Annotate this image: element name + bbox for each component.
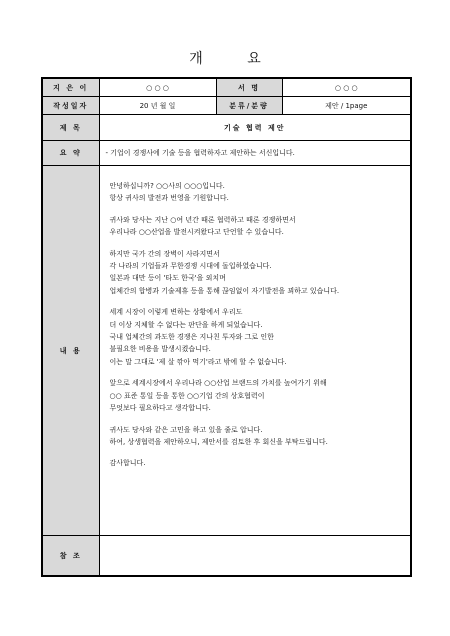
content-line: 업체간의 합병과 기술제휴 등을 통해 끊임없이 자기발전을 꾀하고 있습니다. — [109, 286, 340, 295]
content-line: 감사합니다. — [109, 459, 146, 468]
content-line: 하여, 상생협력을 제안하오니, 제안서를 검토한 후 회신을 부탁드립니다. — [109, 437, 328, 446]
content-line: 앞으로 세계시장에서 우리나라 ○○산업 브랜드의 가치를 높여가기 위해 — [109, 379, 327, 388]
content-label: 내 용 — [42, 166, 99, 536]
author-label: 지 은 이 — [42, 78, 99, 97]
content-line: 무엇보다 필요하다고 생각합니다. — [109, 404, 211, 413]
content-line: 불필요한 비용을 발생시켰습니다. — [109, 345, 211, 354]
content-line: ○○ 표준 통일 등을 통한 ○○기업 간의 상호협력이 — [109, 391, 265, 400]
content-paragraph — [110, 248, 401, 298]
content-line: 국내 업체간의 과도한 경쟁은 지나친 투자와 그로 인한 — [109, 333, 274, 342]
content-paragraph — [110, 424, 401, 449]
content-line: 우리나라 ○○산업을 발전시켜왔다고 단언할 수 있습니다. — [109, 228, 284, 237]
content-paragraph — [110, 180, 401, 205]
category-label: 분류/분량 — [216, 97, 282, 115]
content-line: 일본과 대만 등이 '타도 한국'을 외치며 — [109, 274, 226, 283]
content-paragraph — [110, 306, 401, 368]
summary-value[interactable]: - 기업이 경쟁사에 기술 등을 협력하자고 제안하는 서신입니다. — [99, 141, 411, 166]
content-line: 이는 말 그대로 '제 살 깎아 먹기'라고 밖에 할 수 없습니다. — [109, 357, 287, 366]
content-paragraph — [110, 377, 401, 414]
content-paragraph — [110, 214, 401, 239]
document-form — [41, 77, 412, 577]
content-line: 하지만 국가 간의 장벽이 사라지면서 — [109, 249, 220, 258]
content-paragraph — [110, 457, 401, 469]
sign-value[interactable]: ○ ○ ○ — [282, 78, 411, 97]
page-title: 개 요 — [189, 51, 281, 67]
subject-value[interactable]: 기술 협력 제안 — [99, 115, 411, 141]
reference-label: 참 조 — [42, 536, 99, 577]
summary-label: 요 약 — [42, 141, 99, 166]
content-line: 각 나라의 기업들과 무한경쟁 시대에 돌입하였습니다. — [109, 262, 272, 271]
author-value[interactable]: ○ ○ ○ — [99, 78, 216, 97]
content-line: 안녕하십니까? ○○사의 ○○○입니다. — [109, 182, 225, 190]
date-label: 작성일자 — [42, 97, 99, 115]
content-body[interactable] — [99, 166, 411, 536]
reference-value[interactable] — [99, 536, 411, 577]
content-line: 더 이상 지체할 수 없다는 판단을 하게 되었습니다. — [109, 320, 263, 329]
content-line: 귀사도 당사와 같은 고민을 하고 있을 줄로 압니다. — [109, 425, 263, 434]
content-line: 항상 귀사의 발전과 번영을 기원합니다. — [109, 194, 229, 203]
content-line: 귀사와 당사는 지난 ○여 년간 때론 협력하고 때론 경쟁하면서 — [109, 215, 296, 224]
subject-label: 제 목 — [42, 115, 99, 141]
category-value[interactable]: 제안 / 1page — [282, 97, 411, 115]
sign-label: 서 명 — [216, 78, 282, 97]
date-value[interactable]: 20 년 월 일 — [99, 97, 216, 115]
content-line: 세계 시장이 이렇게 변하는 상황에서 우리도 — [109, 308, 243, 317]
